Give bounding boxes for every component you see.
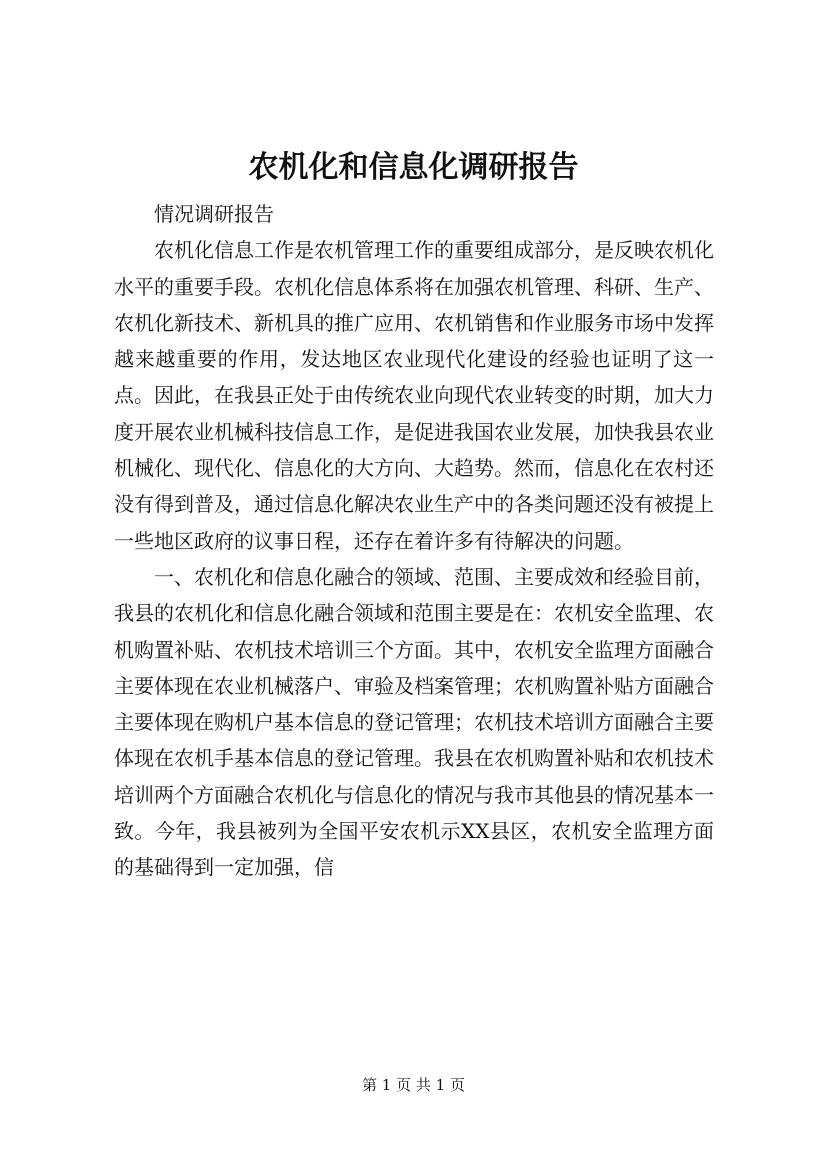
paragraph-section-1: 一、农机化和信息化融合的领域、范围、主要成效和经验目前，我县的农机化和信息化融合领域和范围主要是在：农机安全监理、农机购置补贴、农机技术培训三个方面。其中，农机安全监理方面融合主要体现在农业机械落户、审验及档案管理；农机购置补贴方面融合主要体现在购机户基本信息的登记管理；农机技术培训方面融合主要体现在农机手基本信息的登记管理。我县在农机购置补贴和农机技术培训两个方面融合农机化与信息化的情况与我市其他县的情况基本一致。今年，我县被列为全国平安农机示XX县区，农机安全监理方面的基础得到一定加强，信	[114, 564, 714, 880]
paragraph-intro: 农机化信息工作是农机管理工作的重要组成部分，是反映农机化水平的重要手段。农机化信息体系将在加强农机管理、科研、生产、农机化新技术、新机具的推广应用、农机销售和作业服务市场中发挥越来越重要的作用，发达地区农业现代化建设的经验也证明了这一点。因此，在我县正处于由传统农业向现代农业转变的时期，加大力度开展农业机械科技信息工作，是促进我国农业发展，加快我县农业机械化、现代化、信息化的大方向、大趋势。然而，信息化在农村还没有得到普及，通过信息化解决农业生产中的各类问题还没有被提上一些地区政府的议事日程，还存在着许多有待解决的问题。	[114, 238, 714, 553]
document-title: 农机化和信息化调研报告	[248, 150, 579, 185]
paragraph-subtitle: 情况调研报告	[154, 202, 274, 226]
document-body	[114, 196, 714, 886]
page-footer: 第 1 页 共 1 页	[362, 1076, 465, 1094]
